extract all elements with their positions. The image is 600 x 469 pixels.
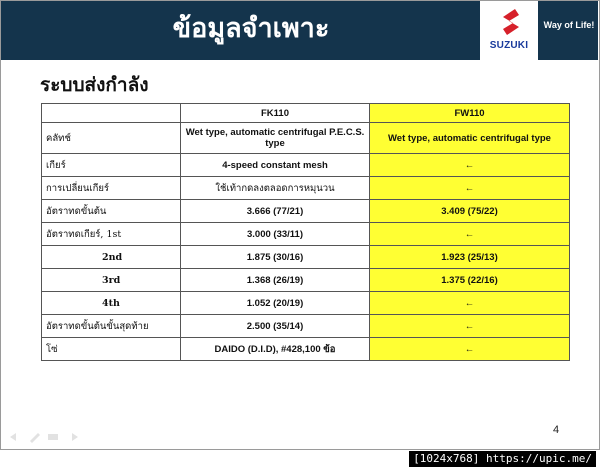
fk110-value: 3.000 (33/11)	[181, 223, 370, 246]
slide-title: ข้อมูลจำเพาะ	[172, 13, 330, 44]
prev-arrow-icon[interactable]	[10, 433, 16, 441]
row-label: อัตราทดขั้นต้นขั้นสุดท้าย	[42, 315, 181, 338]
spec-table	[41, 103, 570, 361]
table-row	[42, 177, 570, 200]
header-cell-empty	[42, 104, 181, 123]
table-row	[42, 200, 570, 223]
fk110-value: DAIDO (D.I.D), #428,100 ข้อ	[181, 338, 370, 361]
table-row	[42, 246, 570, 269]
header-cell-fw110: FW110	[370, 104, 570, 123]
fk110-value: 2.500 (35/14)	[181, 315, 370, 338]
row-label: อัตราทดเกียร์, 1st	[42, 223, 181, 246]
row-label: 4th	[42, 292, 181, 315]
suzuki-logo	[480, 1, 538, 60]
section-title: ระบบส่งกำลัง	[40, 74, 149, 96]
fw110-value: ←	[370, 292, 570, 315]
fw110-value: ←	[370, 223, 570, 246]
row-label: 3rd	[42, 269, 181, 292]
image-host-watermark: [1024x768] https://upic.me/	[409, 451, 596, 467]
row-label: เกียร์	[42, 154, 181, 177]
fk110-value: 3.666 (77/21)	[181, 200, 370, 223]
fw110-value: ←	[370, 154, 570, 177]
fk110-value: 4-speed constant mesh	[181, 154, 370, 177]
fw110-value: 1.923 (25/13)	[370, 246, 570, 269]
fk110-value: 1.875 (30/16)	[181, 246, 370, 269]
table-row	[42, 123, 570, 154]
page-number: 4	[553, 424, 560, 436]
table-row	[42, 269, 570, 292]
suzuki-s-icon	[495, 7, 523, 37]
slideshow-toolbar	[8, 431, 88, 443]
pen-icon[interactable]	[30, 433, 40, 443]
table-row	[42, 315, 570, 338]
table-header-row	[42, 104, 570, 123]
fk110-value: Wet type, automatic centrifugal P.E.C.S. type	[181, 123, 370, 154]
table-row	[42, 223, 570, 246]
fw110-value: ←	[370, 177, 570, 200]
row-label: โซ่	[42, 338, 181, 361]
table-row	[42, 292, 570, 315]
menu-icon[interactable]	[48, 434, 58, 440]
row-label: การเปลี่ยนเกียร์	[42, 177, 181, 200]
fw110-value: ←	[370, 315, 570, 338]
logo-wordmark: SUZUKI	[489, 40, 529, 51]
fw110-value: Wet type, automatic centrifugal type	[370, 123, 570, 154]
table-row	[42, 338, 570, 361]
fk110-value: 1.368 (26/19)	[181, 269, 370, 292]
table-row	[42, 154, 570, 177]
fk110-value: ใช้เท้ากดลงตลอดการหมุนวน	[181, 177, 370, 200]
fw110-value: ←	[370, 338, 570, 361]
row-label: 2nd	[42, 246, 181, 269]
fw110-value: 3.409 (75/22)	[370, 200, 570, 223]
next-arrow-icon[interactable]	[72, 433, 78, 441]
row-label: คลัทช์	[42, 123, 181, 154]
slogan: Way of Life!	[543, 20, 595, 30]
row-label: อัตราทดขั้นต้น	[42, 200, 181, 223]
header-cell-fk110: FK110	[181, 104, 370, 123]
fk110-value: 1.052 (20/19)	[181, 292, 370, 315]
fw110-value: 1.375 (22/16)	[370, 269, 570, 292]
